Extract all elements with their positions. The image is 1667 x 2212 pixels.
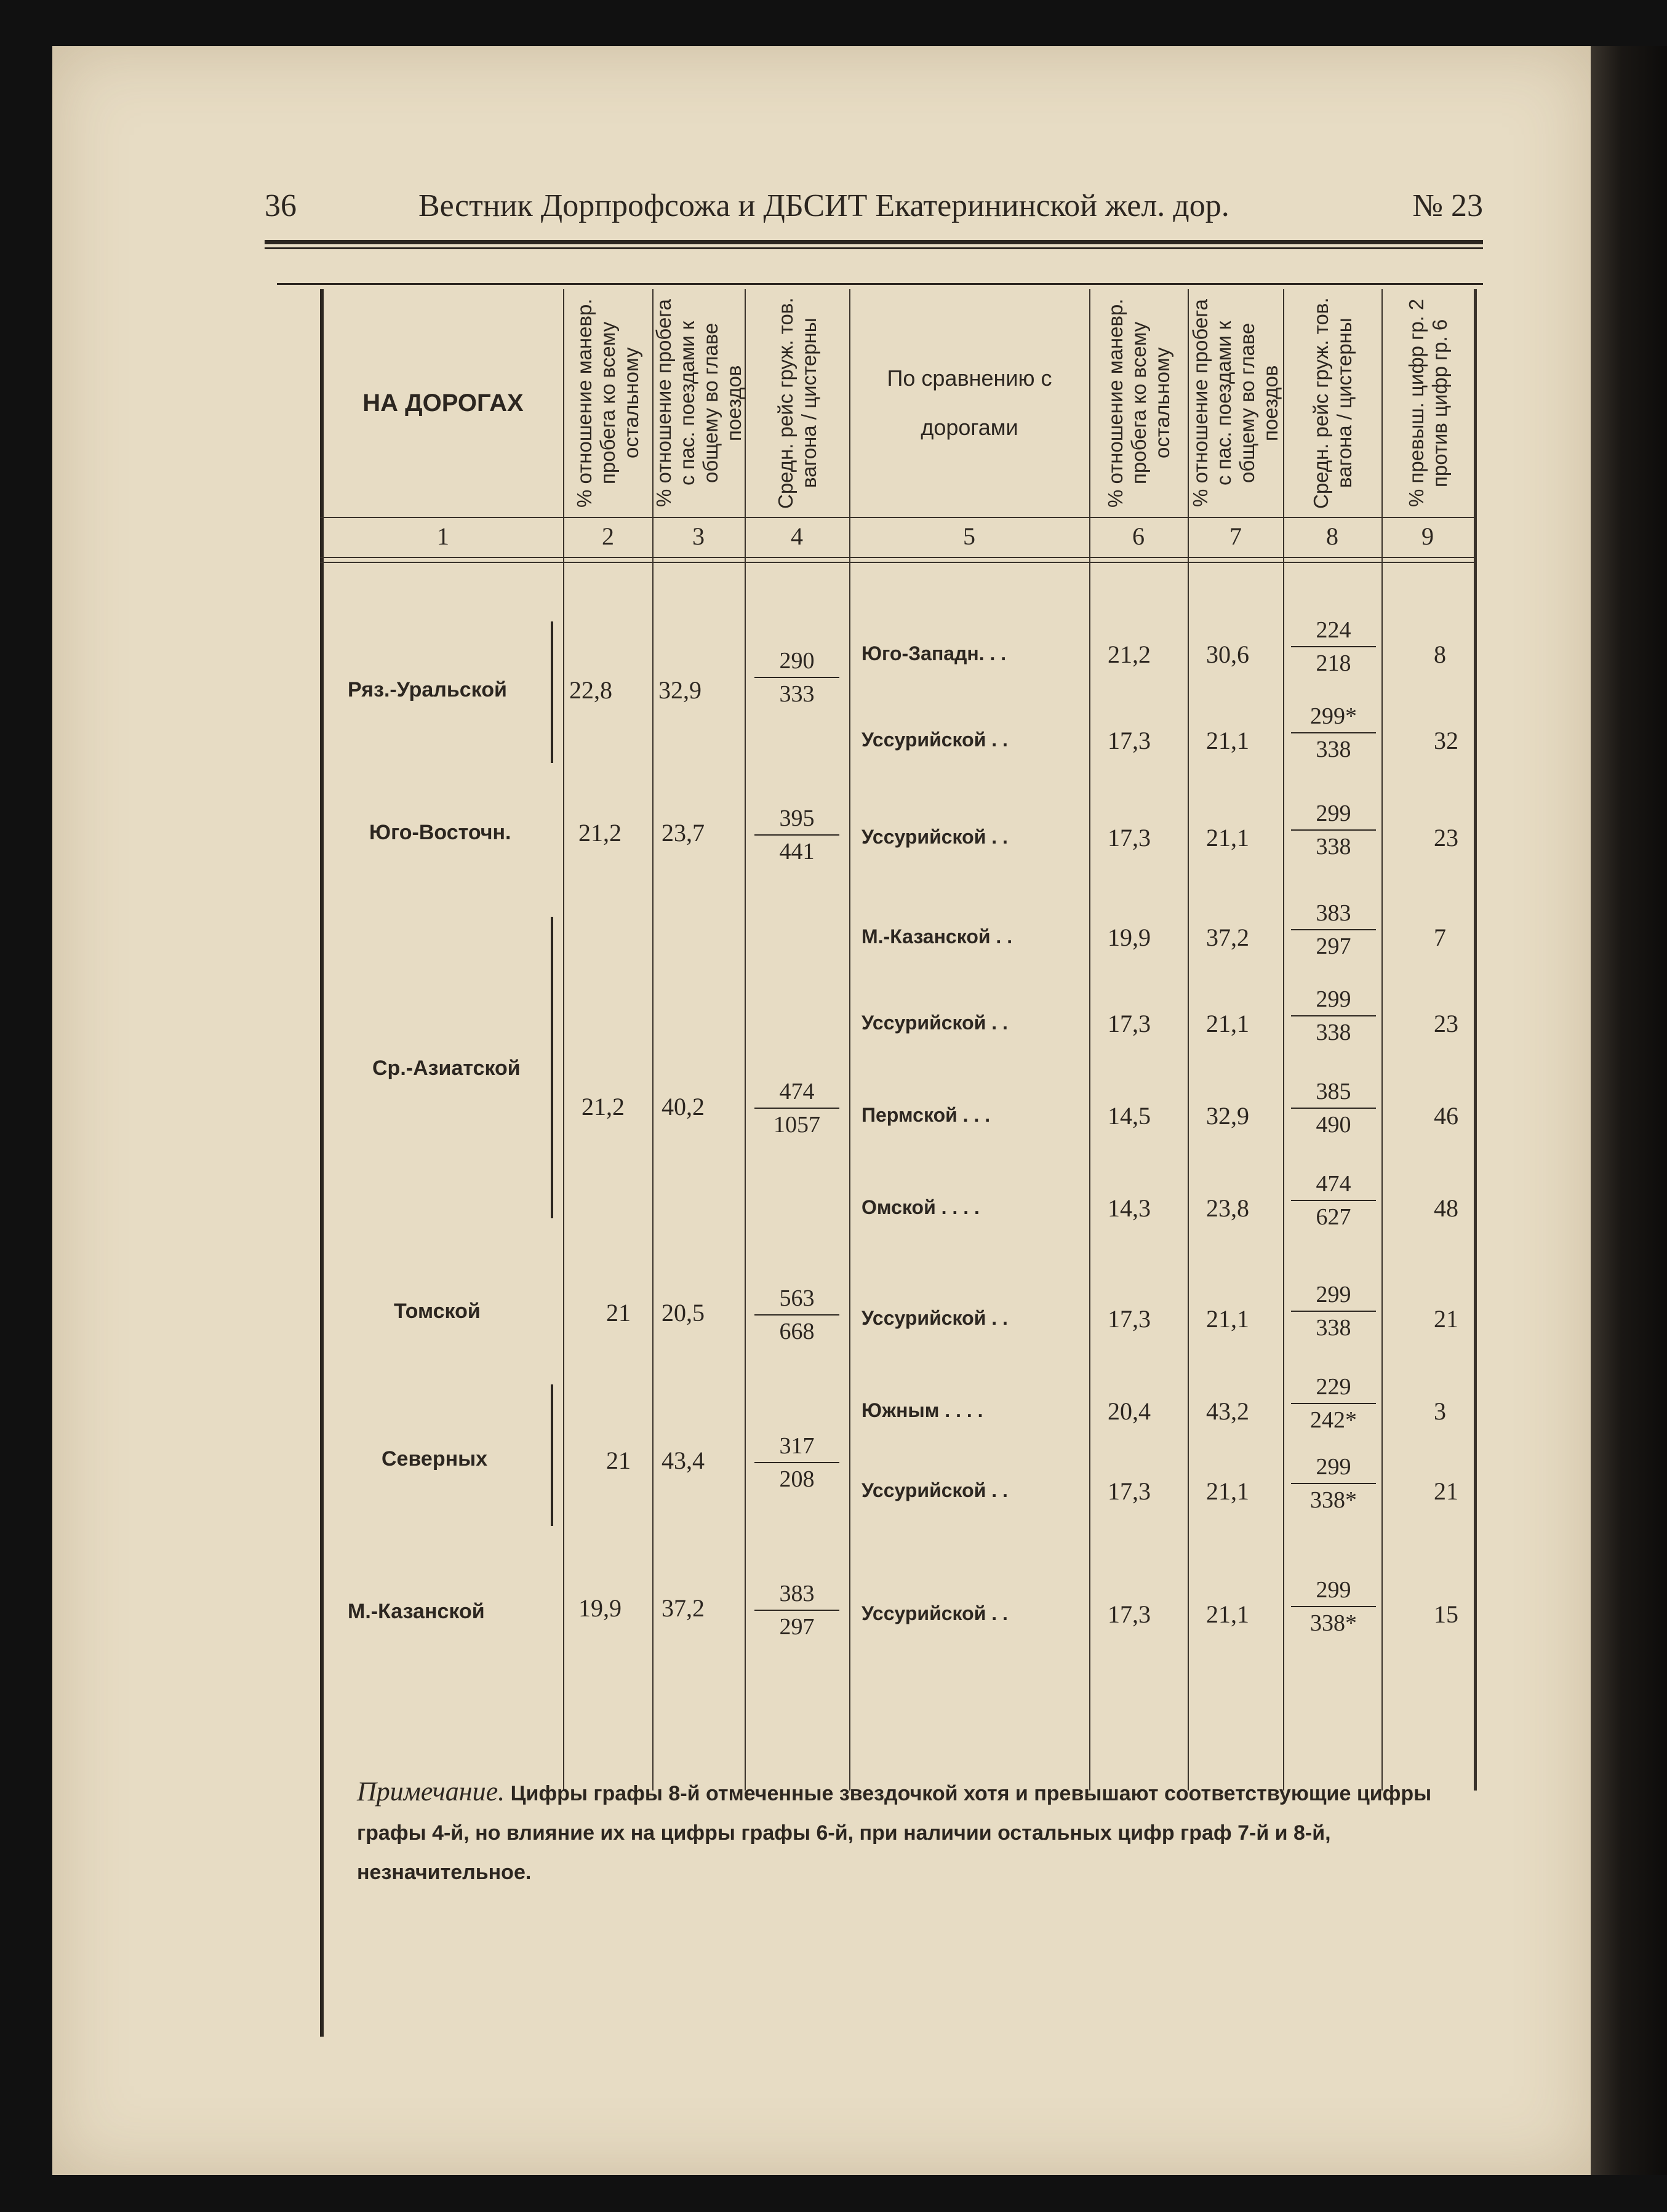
number-row-divider — [320, 557, 1477, 558]
passenger-pct: 21,1 — [1206, 1600, 1249, 1628]
avg-haul — [751, 1078, 843, 1138]
avg-haul-wagon: 299* — [1310, 703, 1357, 729]
passenger-pct: 20,5 — [662, 1299, 705, 1327]
col5-header: По сравнению с дорогами — [887, 365, 1052, 440]
avg-haul-wagon: 299 — [1316, 1282, 1351, 1308]
comparison-road: Омской . . . . — [861, 1196, 980, 1218]
avg-haul — [1287, 986, 1380, 1046]
page-header — [265, 188, 1483, 231]
excess-pct: 23 — [1434, 824, 1458, 852]
passenger-pct: 21,1 — [1206, 727, 1249, 754]
col7-header: % отношение пробега с пас. поездами к общему во главе поездов — [1189, 299, 1282, 507]
col9-header-cell — [1383, 292, 1473, 514]
road-name: М.-Казанской — [348, 1600, 485, 1623]
manoeuvre-pct: 19,9 — [578, 1594, 622, 1622]
col-divider — [563, 289, 564, 1791]
fraction-bar — [1291, 1483, 1376, 1484]
avg-haul-tank: 338* — [1310, 1487, 1357, 1513]
road-name: Ряз.-Уральской — [348, 678, 507, 701]
col-number: 5 — [963, 522, 975, 550]
footnote-label: Примечание. — [357, 1776, 505, 1807]
avg-haul-wagon: 383 — [779, 1581, 815, 1607]
col8-header-cell — [1285, 292, 1380, 514]
passenger-pct: 37,2 — [1206, 924, 1249, 951]
avg-haul-wagon: 299 — [1316, 1577, 1351, 1603]
journal-title: Вестник Дорпрофсожа и ДБСИТ Екатерининской жел. дор. — [418, 188, 1229, 223]
avg-haul-wagon: 474 — [779, 1079, 815, 1104]
road-name: Ср.-Азиатской — [372, 1056, 521, 1080]
group-brace — [532, 621, 553, 763]
excess-pct: 21 — [1434, 1305, 1458, 1333]
col-divider — [1089, 289, 1090, 1791]
passenger-pct: 32,9 — [658, 676, 702, 704]
manoeuvre-pct: 14,5 — [1108, 1102, 1151, 1130]
manoeuvre-pct: 17,3 — [1108, 1010, 1151, 1037]
avg-haul-tank: 208 — [779, 1466, 815, 1492]
fraction-bar — [1291, 1108, 1376, 1109]
avg-haul — [751, 805, 843, 865]
avg-haul-wagon: 299 — [1316, 1454, 1351, 1480]
avg-haul — [751, 1285, 843, 1345]
fraction-bar — [1291, 1015, 1376, 1016]
avg-haul — [751, 1432, 843, 1493]
avg-haul-wagon: 385 — [1316, 1079, 1351, 1104]
excess-pct: 7 — [1434, 924, 1446, 951]
col6-header: % отношение маневр. пробега ко всему остальному — [1103, 298, 1173, 508]
col-divider — [1283, 289, 1284, 1791]
col2-header: % отношение маневр. пробега ко всему остальному — [573, 298, 642, 508]
col8-header: Средн. рейс груж. тов. вагона / цистерны — [1309, 297, 1356, 509]
passenger-pct: 32,9 — [1206, 1102, 1249, 1130]
avg-haul-wagon: 224 — [1316, 617, 1351, 643]
excess-pct: 3 — [1434, 1397, 1446, 1425]
table-right-border — [1474, 289, 1477, 1791]
avg-haul — [1287, 800, 1380, 860]
fraction-bar — [1291, 732, 1376, 733]
comparison-road: Южным . . . . — [861, 1399, 983, 1421]
excess-pct: 15 — [1434, 1600, 1458, 1628]
fraction-bar — [1291, 1200, 1376, 1201]
comparison-road: Уссурийской . . — [861, 729, 1008, 751]
fraction-bar — [754, 677, 839, 678]
avg-haul — [1287, 900, 1380, 960]
avg-haul-tank: 218 — [1316, 650, 1351, 676]
avg-haul-tank: 297 — [1316, 933, 1351, 959]
manoeuvre-pct: 17,3 — [1108, 1477, 1151, 1505]
excess-pct: 21 — [1434, 1477, 1458, 1505]
passenger-pct: 30,6 — [1206, 641, 1249, 668]
avg-haul — [1287, 1373, 1380, 1434]
avg-haul — [1287, 1576, 1380, 1637]
passenger-pct: 23,7 — [662, 819, 705, 847]
avg-haul — [1287, 1170, 1380, 1231]
col-number: 2 — [602, 522, 614, 550]
col-number: 9 — [1421, 522, 1434, 550]
avg-haul — [1287, 1453, 1380, 1514]
avg-haul — [751, 647, 843, 708]
avg-haul-tank: 242* — [1310, 1407, 1357, 1433]
fraction-bar — [754, 1462, 839, 1463]
manoeuvre-pct: 19,9 — [1108, 924, 1151, 951]
col3-header: % отношение пробега с пас. поездами к общему во главе поездов — [652, 299, 745, 507]
passenger-pct: 21,1 — [1206, 1477, 1249, 1505]
col-number: 1 — [437, 522, 449, 550]
col4-header: Средн. рейс груж. тов. вагона / цистерны — [774, 297, 820, 509]
passenger-pct: 43,2 — [1206, 1397, 1249, 1425]
footnote — [357, 1772, 1465, 1892]
avg-haul-tank: 338* — [1310, 1610, 1357, 1636]
avg-haul-wagon: 383 — [1316, 900, 1351, 926]
col-number: 8 — [1326, 522, 1338, 550]
passenger-pct: 23,8 — [1206, 1194, 1249, 1222]
avg-haul-wagon: 563 — [779, 1285, 815, 1311]
avg-haul-tank: 333 — [779, 681, 815, 707]
passenger-pct: 37,2 — [662, 1594, 705, 1622]
group-brace — [532, 917, 553, 1218]
col4-header-cell — [746, 292, 848, 514]
avg-haul — [1287, 1281, 1380, 1341]
avg-haul-tank: 338 — [1316, 834, 1351, 860]
manoeuvre-pct: 21 — [606, 1299, 631, 1327]
manoeuvre-pct: 17,3 — [1108, 824, 1151, 852]
manoeuvre-pct: 17,3 — [1108, 1305, 1151, 1333]
header-divider — [320, 517, 1477, 518]
col-number: 4 — [791, 522, 803, 550]
col-divider — [849, 289, 850, 1791]
road-name: Северных — [382, 1447, 488, 1471]
fraction-bar — [754, 1610, 839, 1611]
number-row-divider — [320, 562, 1477, 563]
avg-haul-wagon: 299 — [1316, 801, 1351, 826]
col-divider — [1188, 289, 1189, 1791]
avg-haul — [1287, 1078, 1380, 1138]
avg-haul — [1287, 617, 1380, 677]
book-spine — [1591, 46, 1667, 2175]
avg-haul-tank: 668 — [779, 1319, 815, 1344]
col-divider — [652, 289, 654, 1791]
passenger-pct: 21,1 — [1206, 824, 1249, 852]
passenger-pct: 21,1 — [1206, 1010, 1249, 1037]
manoeuvre-pct: 21,2 — [578, 819, 622, 847]
header-rule — [265, 240, 1483, 244]
col1-header: НА ДОРОГАХ — [362, 389, 524, 417]
manoeuvre-pct: 17,3 — [1108, 1600, 1151, 1628]
comparison-road: Уссурийской . . — [861, 1012, 1008, 1034]
comparison-road: Уссурийской . . — [861, 826, 1008, 848]
passenger-pct: 43,4 — [662, 1447, 705, 1474]
fraction-bar — [1291, 829, 1376, 831]
col9-header: % превыш. цифр гр. 2 против цифр гр. 6 — [1404, 298, 1451, 508]
col-divider — [1381, 289, 1383, 1791]
col-number: 6 — [1132, 522, 1145, 550]
comparison-road: Уссурийской . . — [861, 1602, 1008, 1624]
avg-haul-tank: 490 — [1316, 1112, 1351, 1138]
manoeuvre-pct: 22,8 — [569, 676, 612, 704]
fraction-bar — [1291, 929, 1376, 930]
issue-number: № 23 — [1412, 188, 1483, 223]
col7-header-cell — [1189, 292, 1282, 514]
col6-header-cell — [1091, 292, 1186, 514]
comparison-road: Пермской . . . — [861, 1104, 991, 1126]
fraction-bar — [754, 1314, 839, 1316]
comparison-road: Юго-Западн. . . — [861, 642, 1007, 665]
avg-haul-tank: 338 — [1316, 1315, 1351, 1341]
col-divider — [745, 289, 746, 1791]
road-name: Томской — [394, 1300, 481, 1323]
avg-haul-tank: 627 — [1316, 1204, 1351, 1230]
excess-pct: 48 — [1434, 1194, 1458, 1222]
avg-haul-wagon: 317 — [779, 1433, 815, 1459]
avg-haul-wagon: 290 — [779, 648, 815, 674]
header-rule-thin — [265, 247, 1483, 249]
manoeuvre-pct: 21,2 — [1108, 641, 1151, 668]
manoeuvre-pct: 21 — [606, 1447, 631, 1474]
footnote-text: Цифры графы 8-й отмеченные звездочкой хотя и превышают соответствующие цифры графы 4-й, но влияние их на цифры графы 6-й, при наличии остальных цифр граф 7-й и 8-й, незначительное. — [357, 1782, 1432, 1884]
col3-header-cell — [654, 292, 743, 514]
manoeuvre-pct: 14,3 — [1108, 1194, 1151, 1222]
excess-pct: 46 — [1434, 1102, 1458, 1130]
avg-haul-wagon: 474 — [1316, 1171, 1351, 1197]
avg-haul-wagon: 395 — [779, 805, 815, 831]
group-brace — [532, 1384, 553, 1526]
col-number: 3 — [692, 522, 705, 550]
passenger-pct: 40,2 — [662, 1093, 705, 1120]
avg-haul-wagon: 299 — [1316, 986, 1351, 1012]
col2-header-cell — [565, 292, 651, 514]
excess-pct: 23 — [1434, 1010, 1458, 1037]
comparison-road: Уссурийской . . — [861, 1479, 1008, 1501]
avg-haul-tank: 441 — [779, 839, 815, 864]
fraction-bar — [754, 834, 839, 836]
comparison-road: М.-Казанской . . — [861, 925, 1013, 948]
avg-haul — [751, 1580, 843, 1640]
excess-pct: 8 — [1434, 641, 1446, 668]
page-number: 36 — [265, 188, 297, 223]
manoeuvre-pct: 17,3 — [1108, 727, 1151, 754]
avg-haul-tank: 338 — [1316, 737, 1351, 762]
avg-haul — [1287, 703, 1380, 763]
fraction-bar — [754, 1108, 839, 1109]
avg-haul-tank: 297 — [779, 1614, 815, 1640]
fraction-bar — [1291, 1606, 1376, 1607]
fraction-bar — [1291, 1403, 1376, 1404]
fraction-bar — [1291, 1311, 1376, 1312]
col-number: 7 — [1229, 522, 1242, 550]
passenger-pct: 21,1 — [1206, 1305, 1249, 1333]
manoeuvre-pct: 20,4 — [1108, 1397, 1151, 1425]
excess-pct: 32 — [1434, 727, 1458, 754]
avg-haul-tank: 338 — [1316, 1020, 1351, 1045]
fraction-bar — [1291, 646, 1376, 647]
manoeuvre-pct: 21,2 — [582, 1093, 625, 1120]
road-name: Юго-Восточн. — [369, 821, 511, 844]
comparison-road: Уссурийской . . — [861, 1307, 1008, 1329]
table-top-rule — [277, 283, 1483, 285]
avg-haul-tank: 1057 — [774, 1112, 820, 1138]
table-left-border — [320, 289, 324, 2037]
avg-haul-wagon: 229 — [1316, 1374, 1351, 1400]
